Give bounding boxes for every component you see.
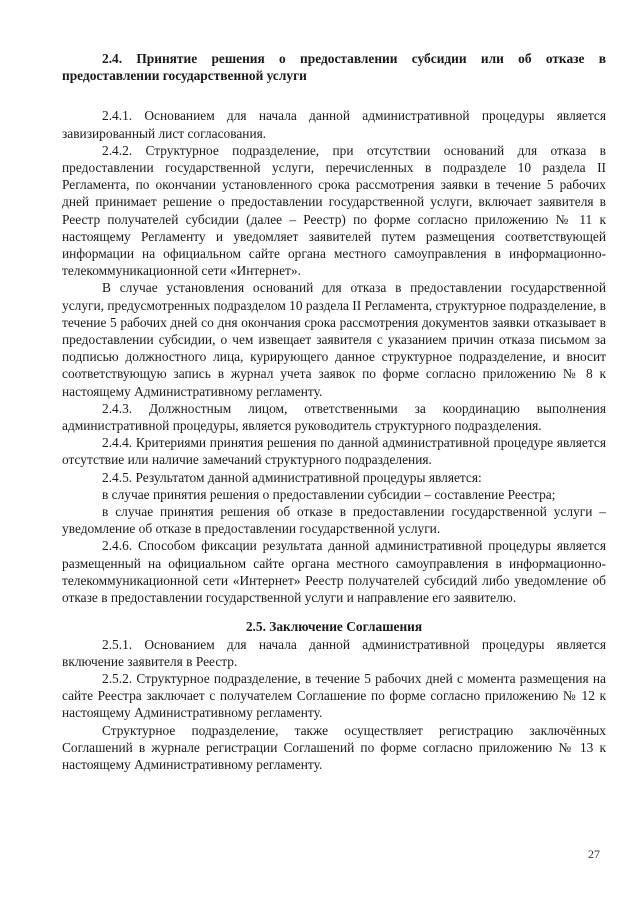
paragraph-refusal: В случае установления оснований для отказа в предоставлении государственной услуги, предусмотренных подразделом 10 раздела II Регламента, структурное подразделение, в течение 5 рабочих дней со дня окончания срока рассмотрения документов заявки отказывает в предоставлении субсидии, о чем извещает заявителя с указанием причин отказа письмом за подписью должностного лица, курирующего данное структурное подразделение, и вносит соответствующую запись в журнал учета заявок по форме согласно приложению № 8 к настоящему Административному регламенту. [62, 280, 606, 399]
spacer [62, 606, 606, 618]
paragraph-2-4-1: 2.4.1. Основанием для начала данной административной процедуры является завизированный лист согласования. [62, 108, 606, 141]
spacer [62, 84, 606, 107]
paragraph-result-approval: в случае принятия решения о предоставлении субсидии – составление Реестра; [102, 486, 556, 502]
paragraph-2-5-2: 2.5.2. Структурное подразделение, в течение 5 рабочих дней с момента размещения на сайте Реестра заключает с получателем Соглашение по форме согласно приложению № 12 к настоящему Административному регламенту. [62, 670, 606, 721]
section-heading-2-5: 2.5. Заключение Соглашения [245, 619, 423, 635]
section-heading-2-4: 2.4. Принятие решения о предоставлении субсидии или об отказе в предоставлении государственной услуги [62, 51, 606, 84]
page-content [62, 50, 606, 773]
paragraph-2-4-5: 2.4.5. Результатом данной административной процедуры является: [102, 469, 482, 485]
paragraph-result-refusal: в случае принятия решения об отказе в предоставлении государственной услуги – уведомление об отказе в предоставлении государственной услуги. [62, 504, 606, 537]
paragraph-2-5-1: 2.5.1. Основанием для начала данной административной процедуры является включение заявителя в Реестр. [62, 636, 606, 669]
paragraph-2-4-4: 2.4.4. Критериями принятия решения по данной административной процедуре является отсутствие или наличие замечаний структурного подразделения. [62, 435, 606, 468]
paragraph-registration: Структурное подразделение, также осуществляет регистрацию заключённых Соглашений в журнале регистрации Соглашений по форме согласно приложению № 13 к настоящему Административному регламенту. [62, 722, 606, 772]
paragraph-2-4-6: 2.4.6. Способом фиксации результата данной административной процедуры является размещенный на официальном сайте органа местного самоуправления в информационно-телекоммуникационной сети «Интернет» Реестр получателей субсидий либо уведомление об отказе в предоставлении государственной услуги и направление его заявителю. [62, 538, 606, 606]
paragraph-2-4-2: 2.4.2. Структурное подразделение, при отсутствии оснований для отказа в предоставлении государственной услуги, перечисленных в подразделе 10 раздела II Регламента, по окончании установленного срока рассмотрения заявки в течение 5 рабочих дней принимает решение о предоставлении государственной услуги, включает заявителя в Реестр получателей субсидии (далее – Реестр) по форме согласно приложению № 11 к настоящему Регламенту и уведомляет заявителей путем размещения соответствующей информации на официальном сайте органа местного самоуправления в информационно-телекоммуникационной сети «Интернет». [62, 142, 606, 279]
paragraph-2-4-3: 2.4.3. Должностным лицом, ответственными за координацию выполнения административной процедуры, является руководитель структурного подразделения. [62, 400, 606, 434]
page-number: 27 [588, 847, 600, 861]
